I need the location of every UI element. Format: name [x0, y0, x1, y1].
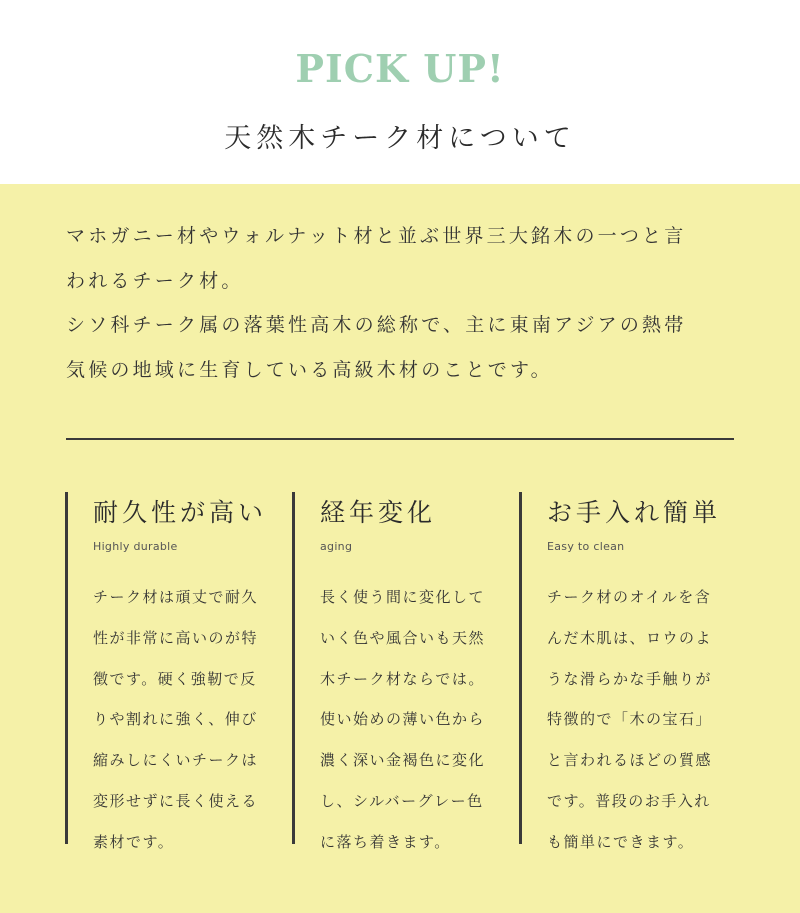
- feature-title: 経年変化: [320, 498, 437, 527]
- feature-title: 耐久性が高い: [93, 498, 268, 527]
- feature-line: 特徴的で「木の宝石」: [547, 710, 713, 729]
- feature-subtitle: aging: [320, 540, 353, 553]
- intro-text: [66, 214, 746, 392]
- feature-easy-clean: [519, 492, 747, 851]
- feature-description: [547, 577, 747, 863]
- page-title: 天然木チーク材について: [224, 123, 576, 154]
- feature-line: も簡単にできます。: [547, 832, 695, 851]
- feature-durable: [65, 492, 293, 851]
- feature-line: いく色や風合いも天然: [320, 628, 486, 647]
- header-section: [0, 0, 800, 184]
- feature-line: うな滑らかな手触りが: [547, 669, 713, 688]
- feature-line: チーク材は頑丈で耐久: [93, 588, 259, 606]
- feature-line: 濃く深い金褐色に変化: [320, 751, 486, 770]
- feature-line: チーク材のオイルを含: [547, 588, 712, 606]
- feature-description: [320, 577, 520, 863]
- feature-description: [93, 577, 293, 863]
- divider: [66, 438, 734, 440]
- feature-line: んだ木肌は、ロウのよ: [547, 628, 713, 647]
- feature-subtitle: Easy to clean: [547, 540, 625, 553]
- content-section: [0, 184, 800, 913]
- intro-line: われるチーク材。: [66, 269, 244, 292]
- intro-line: 気候の地域に生育している高級木材のことです。: [66, 358, 553, 381]
- pickup-heading: PICK UP!: [295, 46, 505, 91]
- feature-line: 素材です。: [93, 832, 175, 851]
- feature-line: と言われるほどの質感: [547, 751, 713, 770]
- feature-line: りや割れに強く、伸び: [93, 710, 258, 729]
- intro-line: シソ科チーク属の落葉性高木の総称で、主に東南アジアの熱帯: [66, 314, 687, 336]
- feature-line: 性が非常に高いのが特: [93, 628, 259, 647]
- feature-line: 徴です。硬く強靭で反: [93, 669, 257, 688]
- feature-line: に落ち着きます。: [320, 832, 451, 851]
- feature-line: 変形せずに長く使える: [93, 791, 259, 810]
- feature-line: 木チーク材ならでは。: [320, 669, 485, 688]
- feature-subtitle: Highly durable: [93, 540, 178, 553]
- feature-aging: [292, 492, 520, 851]
- feature-line: です。普段のお手入れ: [547, 791, 711, 810]
- intro-line: マホガニー材やウォルナット材と並ぶ世界三大銘木の一つと言: [66, 225, 687, 247]
- feature-line: 長く使う間に変化して: [320, 588, 486, 606]
- feature-title: お手入れ簡単: [547, 498, 722, 527]
- feature-line: 縮みしにくいチークは: [93, 751, 259, 770]
- feature-line: し、シルバーグレー色: [320, 791, 484, 810]
- feature-line: 使い始めの薄い色から: [320, 710, 486, 729]
